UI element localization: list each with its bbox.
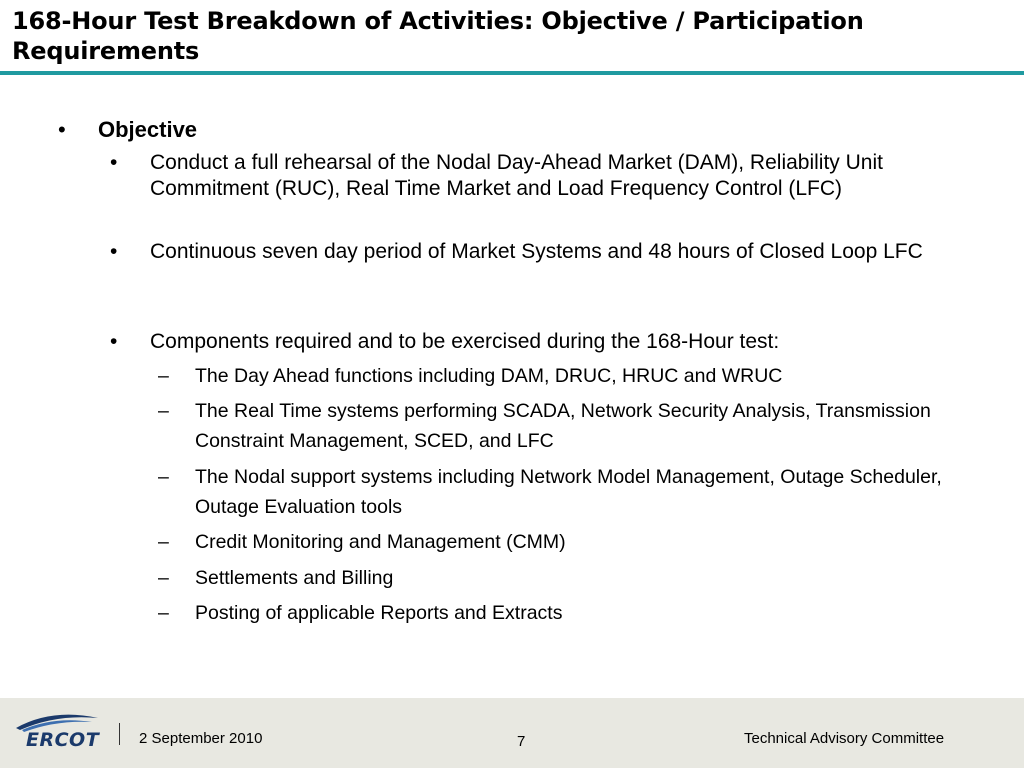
footer-divider: [119, 723, 120, 745]
component-text: The Nodal support systems including Network Model Management, Outage Scheduler, Outage Evaluation tools: [195, 466, 942, 518]
component-item: [158, 598, 978, 628]
footer-committee: Technical Advisory Committee: [744, 730, 945, 747]
list-item: [110, 239, 1000, 265]
component-item: [158, 361, 978, 391]
component-text: Credit Monitoring and Management (CMM): [195, 531, 566, 553]
component-item: [158, 527, 978, 557]
heading-text: Objective: [98, 117, 198, 142]
component-item: [158, 563, 978, 593]
footer-date: 2 September 2010: [139, 730, 263, 747]
list-item-text: Conduct a full rehearsal of the Nodal Day-Ahead Market (DAM), Reliability Unit Commitment (RUC), Real Time Market and Load Frequency Control (LFC): [150, 151, 883, 200]
dash-marker: –: [158, 567, 169, 589]
slide-title: 168-Hour Test Breakdown of Activities: Objective / Participation Requirements: [12, 7, 864, 65]
dash-marker: –: [158, 602, 169, 624]
page-number: 7: [517, 733, 526, 750]
bullet-marker: •: [58, 117, 66, 142]
list-item-text: Continuous seven day period of Market Systems and 48 hours of Closed Loop LFC: [150, 240, 923, 263]
list-item: [110, 329, 1000, 355]
dash-marker: –: [158, 400, 169, 422]
ercot-logo: [12, 708, 100, 750]
component-text: The Day Ahead functions including DAM, DRUC, HRUC and WRUC: [195, 365, 783, 387]
list-item: [110, 150, 1000, 202]
slide-footer: [0, 698, 1024, 768]
dash-marker: –: [158, 466, 169, 488]
dash-marker: –: [158, 365, 169, 387]
bullet-marker: •: [110, 330, 118, 353]
bullet-marker: •: [110, 151, 118, 174]
bullet-marker: •: [110, 240, 118, 263]
component-text: The Real Time systems performing SCADA, Network Security Analysis, Transmission Constraint Management, SCED, and LFC: [195, 400, 931, 452]
logo-wordmark: ERCOT: [26, 729, 100, 751]
component-item: [158, 462, 978, 522]
component-text: Posting of applicable Reports and Extracts: [195, 602, 563, 624]
list-item-text: Components required and to be exercised during the 168-Hour test:: [150, 330, 780, 353]
component-text: Settlements and Billing: [195, 567, 394, 589]
component-item: [158, 396, 978, 456]
dash-marker: –: [158, 531, 169, 553]
